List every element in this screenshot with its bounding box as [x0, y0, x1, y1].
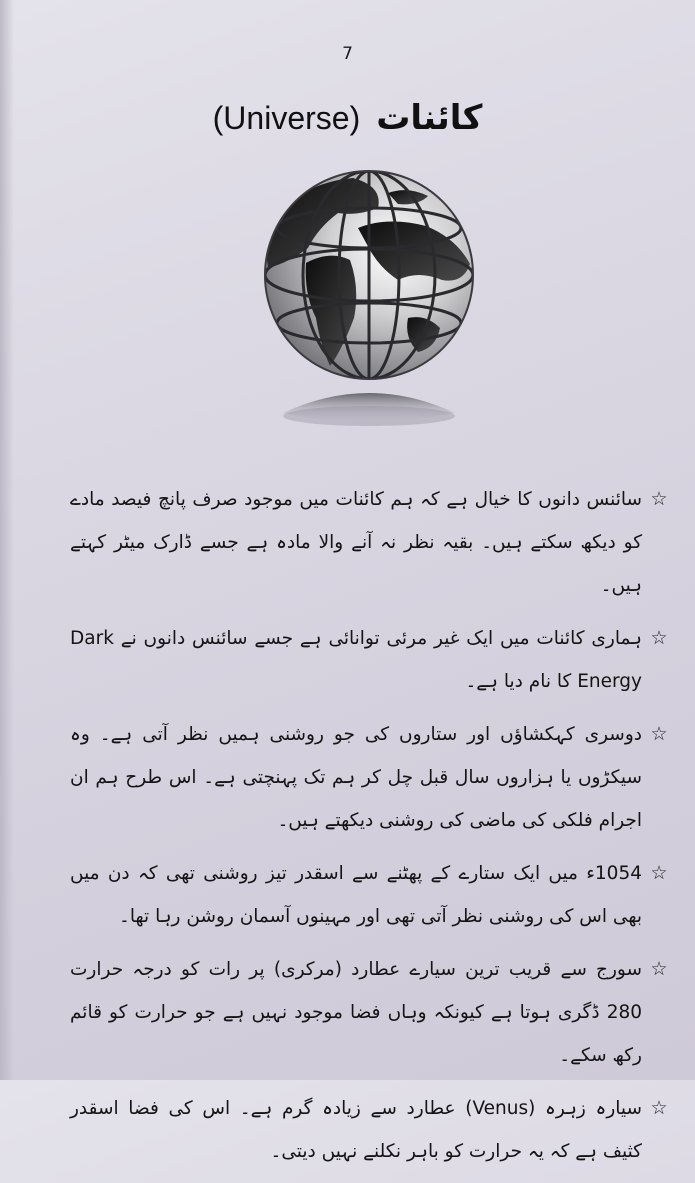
fact-list — [70, 478, 670, 1183]
list-item — [70, 1087, 670, 1173]
list-item — [70, 478, 670, 607]
star-outline-icon: ☆ — [650, 488, 668, 510]
list-item-text: سورج سے قریب ترین سیارے عطارد (مرکری) پر رات کو درجہ حرارت 280 ڈگری ہوتا ہے کیونکہ وہاں فضا موجود نہیں ہے جو حرارت کو قائم رکھ سکے۔ — [70, 959, 642, 1066]
page-title-latin: (Universe) — [212, 99, 361, 136]
list-item-text: دوسری کہکشاؤں اور ستاروں کی جو روشنی ہمیں نظر آتی ہے۔ وہ سیکڑوں یا ہزاروں سال قبل چل کر ہم تک پہنچتی ہے۔ اس طرح ہم ان اجرام فلکی کی ماضی کی روشنی دیکھتے ہیں۔ — [70, 724, 642, 831]
star-outline-icon: ☆ — [650, 958, 668, 980]
list-item-text: 1054ء میں ایک ستارے کے پھٹنے سے اسقدر تیز روشنی تھی کہ دن میں بھی اس کی روشنی نظر آتی تھی اور مہینوں آسمان روشن رہا تھا۔ — [70, 863, 642, 927]
list-item — [70, 852, 670, 938]
list-item-text: سیارہ زہرہ (Venus) عطارد سے زیادہ گرم ہے۔ اس کی فضا اسقدر کثیف ہے کہ یہ حرارت کو باہر نکلنے نہیں دیتی۔ — [70, 1098, 642, 1162]
list-item-text: ہماری کائنات میں ایک غیر مرئی توانائی ہے جسے سائنس دانوں نے Dark Energy کا نام دیا ہے۔ — [70, 628, 642, 692]
page-edge — [0, 0, 14, 1080]
star-outline-icon: ☆ — [650, 627, 668, 649]
list-item — [70, 713, 670, 842]
list-item — [70, 948, 670, 1077]
list-item-text: سائنس دانوں کا خیال ہے کہ ہم کائنات میں موجود صرف پانچ فیصد مادے کو دیکھ سکتے ہیں۔ بقیہ نظر نہ آنے والا مادہ ہے جسے ڈارک میٹر کہتے ہیں۔ — [70, 489, 642, 596]
page-title-urdu: کائنات — [376, 98, 483, 138]
globe-illustration — [258, 168, 480, 458]
star-outline-icon: ☆ — [650, 862, 668, 884]
star-outline-icon: ☆ — [650, 723, 668, 745]
page-number: 7 — [342, 44, 353, 64]
list-item — [70, 617, 670, 703]
page-title — [0, 98, 695, 138]
star-outline-icon: ☆ — [650, 1097, 668, 1119]
